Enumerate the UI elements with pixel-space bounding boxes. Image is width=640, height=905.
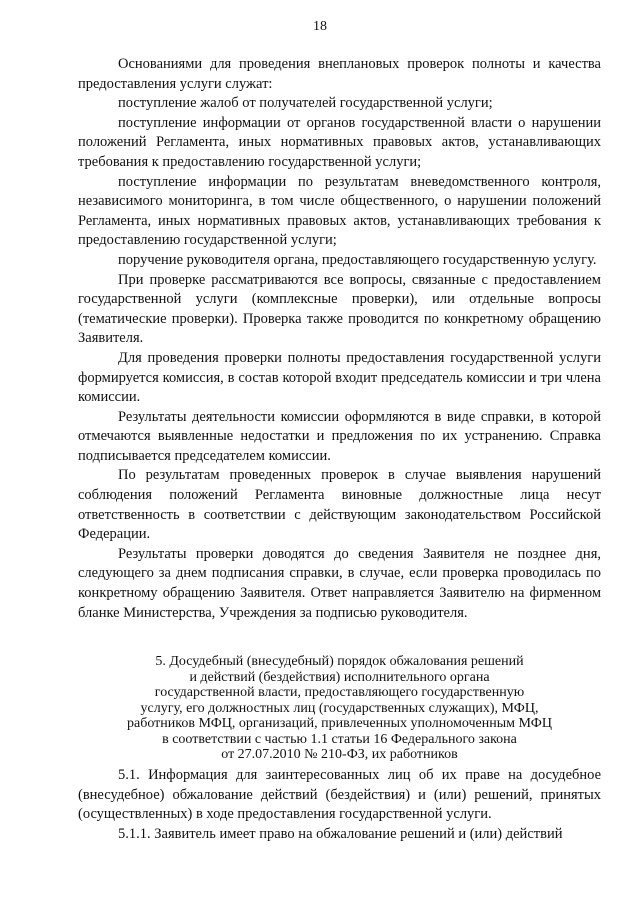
body-text xyxy=(78,55,601,623)
page-number: 18 xyxy=(313,19,327,34)
paragraph-external-control: поступление информации по результатам вневедомственного контроля, независимого мониторинга, в том числе общественного, о нарушении положений Регламента, иных нормативных правовых актов, устанавливающих требования к предоставлению государственной услуги; xyxy=(78,173,601,249)
paragraph-grounds-intro: Основаниями для проведения внеплановых проверок полноты и качества предоставления услуги служат: xyxy=(78,56,601,92)
heading-line: услугу, его должностных лиц (государственных служащих), МФЦ, xyxy=(140,700,539,716)
paragraph-5-1-1: 5.1.1. Заявитель имеет право на обжалование решений и (или) действий xyxy=(118,825,563,842)
paragraph-complaints: поступление жалоб от получателей государственной услуги; xyxy=(118,95,493,112)
paragraph-inspection-scope: При проверке рассматриваются все вопросы, связанные с предоставлением государственной услуги (комплексные проверки), или отдельные вопросы (тематические проверки). Проверка также проводится по конкретному обращению Заявителя. xyxy=(78,271,601,347)
paragraph-notification: Результаты проверки доводятся до сведения Заявителя не позднее дня, следующего за днем подписания справки, в случае, если проверка проводилась по конкретному обращению Заявителя. Ответ направляется Заявителю на фирменном бланке Министерства, Учреждения за подписью руководителя. xyxy=(78,545,601,621)
paragraph-commission-results: Результаты деятельности комиссии оформляются в виде справки, в которой отмечаются выявленные недостатки и предложения по их устранению. Справка подписывается председателем комиссии. xyxy=(78,408,601,464)
heading-line: работников МФЦ, организаций, привлеченных уполномоченным МФЦ xyxy=(127,716,552,731)
heading-line: и действий (бездействия) исполнительного органа xyxy=(189,669,490,685)
paragraph-commission: Для проведения проверки полноты предоставления государственной услуги формируется комиссия, в состав которой входит председатель комиссии и три члена комиссии. xyxy=(78,349,601,406)
section-heading xyxy=(78,654,601,763)
paragraph-5-1: 5.1. Информация для заинтересованных лиц об их праве на досудебное (внесудебное) обжалование действий (бездействия) и (или) решений, принятых (осуществленных) в ходе предоставления государственной услуги. xyxy=(78,767,601,823)
paragraph-head-order: поручение руководителя органа, предоставляющего государственную услугу. xyxy=(118,251,597,268)
paragraph-state-authorities: поступление информации от органов государственной власти о нарушении положений Регламента, иных нормативных правовых актов, устанавливающих требования к предоставлению государственной услуги; xyxy=(78,114,601,170)
heading-line: государственной власти, предоставляющего государственную xyxy=(154,685,525,700)
heading-line: от 27.07.2010 № 210-ФЗ, их работников xyxy=(221,747,458,762)
paragraph-liability: По результатам проведенных проверок в случае выявления нарушений соблюдения положений Регламента виновные должностные лица несут ответственность в соответствии с действующим законодательством Российской Федерации. xyxy=(78,467,601,543)
heading-line: в соответствии с частью 1.1 статьи 16 Федерального закона xyxy=(162,731,517,747)
heading-line: 5. Досудебный (внесудебный) порядок обжалования решений xyxy=(155,654,524,669)
section-5-body xyxy=(78,766,601,844)
